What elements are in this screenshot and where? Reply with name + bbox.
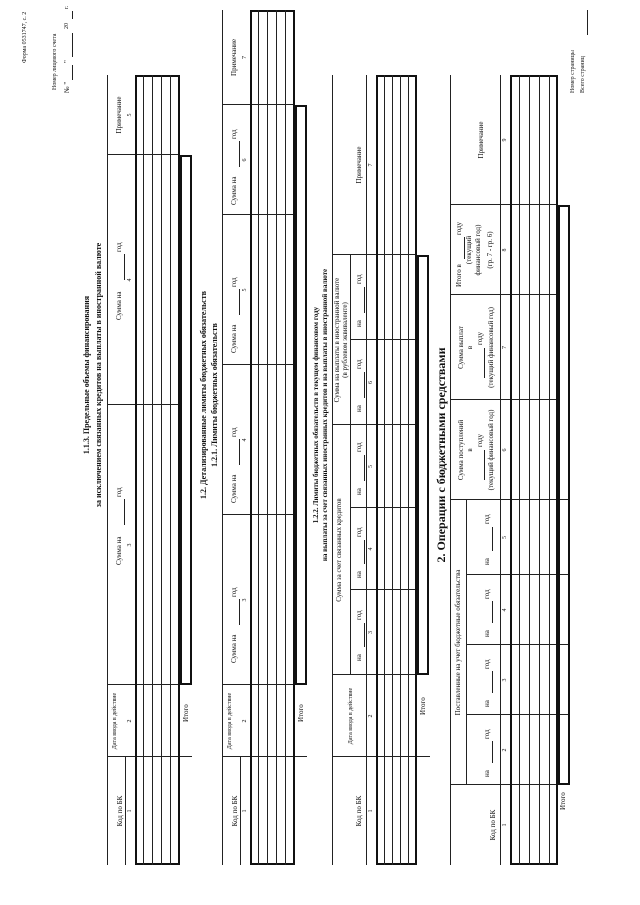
s113-colnum: 4 <box>127 278 133 282</box>
s2-total-formula: (гр. 7 - гр. 6) <box>486 231 494 269</box>
s113-note-header: Примечание <box>115 96 123 134</box>
account-label: Номер лицевого счета <box>52 33 58 90</box>
s122-colnum: 5 <box>368 465 374 468</box>
s12-colnum: 1 <box>242 809 248 813</box>
s113-sum4-label: Сумма на <box>115 291 123 320</box>
s113-colnum: 3 <box>127 543 133 547</box>
s2-income-in: в <box>466 448 474 452</box>
s113-god4: год <box>115 242 123 252</box>
s12-year4-blank[interactable] <box>239 439 240 465</box>
year-suffix: г. <box>64 5 70 9</box>
s12-total-box[interactable] <box>295 105 307 685</box>
s122-total-label: Итого <box>419 697 427 715</box>
s12-colnum: 5 <box>242 288 248 292</box>
s122-year4-blank[interactable] <box>364 540 365 564</box>
s113-header-top <box>107 75 108 865</box>
table-row <box>408 75 409 865</box>
table-row <box>170 75 171 865</box>
s2-pay-period: (текущий финансовый год) <box>487 307 495 388</box>
s12-sum4-label: Сумма на <box>230 474 238 503</box>
table-row <box>539 75 540 865</box>
s12-year3-blank[interactable] <box>239 599 240 625</box>
s12-colnum: 4 <box>242 438 248 442</box>
table-row <box>276 10 277 865</box>
s12-title: 1.2. Детализированные лимиты бюджетных обязательств <box>199 291 208 499</box>
s113-total-box[interactable] <box>180 155 192 685</box>
s122-colnum: 2 <box>368 714 374 718</box>
s113-colnum: 5 <box>127 113 133 117</box>
s122-total-box[interactable] <box>417 255 429 675</box>
date-mid: " <box>63 60 71 63</box>
s12-colnum: 2 <box>242 719 248 723</box>
s12-note-header: Примечание <box>230 39 238 76</box>
s12-kbk-header: Код по БК <box>231 795 239 827</box>
s2-colnum: 6 <box>502 448 508 452</box>
s113-year3-blank[interactable] <box>124 499 125 525</box>
table-row <box>258 10 259 865</box>
s122-date-header: Дата ввода в действие <box>348 687 354 745</box>
s113-sum3-label: Сумма на <box>115 536 123 565</box>
s2-total-period: финансовый год) <box>474 224 482 276</box>
s122-na7: на <box>355 320 363 327</box>
s113-subtitle: за исключением связанных кредитов на выплаты в иностранной валюте <box>94 242 103 508</box>
s12-colnum: 7 <box>242 56 248 59</box>
s2-colnum-line <box>500 75 501 865</box>
s2-colnum: 4 <box>502 608 508 612</box>
table-row <box>549 75 550 865</box>
year-blank[interactable] <box>72 11 73 19</box>
s2-income-header: Сумма поступлений <box>457 419 465 481</box>
s12-year5-blank[interactable] <box>239 289 240 315</box>
s2-colnum: 9 <box>502 138 508 142</box>
s122-note-header: Примечание <box>355 146 363 184</box>
s2-pay-god: году <box>476 331 484 345</box>
s113-data-box[interactable] <box>135 75 180 865</box>
year-prefix: 20 <box>64 23 70 29</box>
s122-colnum: 1 <box>368 809 374 813</box>
s122-group2-note: (в рублевом эквиваленте) <box>341 302 349 378</box>
table-row <box>529 75 530 865</box>
s12-header-top <box>222 10 223 865</box>
s122-god5: год <box>355 442 363 452</box>
s2-income-year-blank[interactable] <box>484 450 485 480</box>
s122-god7: год <box>355 274 363 284</box>
day-blank[interactable] <box>72 65 73 80</box>
s122-header-top <box>332 75 333 865</box>
s2-title: 2. Операции с бюджетными средствами <box>434 347 448 563</box>
s2-total-header: Итого в <box>455 264 463 287</box>
s2-income-period: (текущий финансовый год) <box>487 409 495 491</box>
table-row <box>152 75 153 865</box>
s12-subtitle: 1.2.1. Лимиты бюджетных обязательств <box>210 323 219 467</box>
s12-sum6-label: Сумма на <box>230 176 238 205</box>
table-row <box>285 10 286 865</box>
s113-total-label: Итого <box>182 704 190 722</box>
s113-colnum: 2 <box>127 719 133 723</box>
s12-sum3-label: Сумма на <box>230 634 238 663</box>
s2-colnum: 1 <box>502 823 508 827</box>
s113-colnum-line <box>125 757 126 865</box>
s12-date-header: Дата ввода в действие <box>227 692 233 750</box>
s12-god5: год <box>230 277 238 287</box>
s122-colnum-line <box>366 75 367 865</box>
s12-colnum: 6 <box>242 158 248 162</box>
s2-god4: год <box>483 589 491 599</box>
s12-god3: год <box>230 587 238 597</box>
s122-data-box[interactable] <box>376 75 417 865</box>
s122-god6: год <box>355 359 363 369</box>
s122-group-line <box>350 255 351 675</box>
s113-title: 1.1.3. Предельные объемы финансирования <box>82 295 91 455</box>
table-row <box>267 10 268 865</box>
s113-god3: год <box>115 487 123 497</box>
s2-god5: год <box>483 514 491 524</box>
s122-na4: на <box>355 571 363 578</box>
s122-god3: год <box>355 610 363 620</box>
s2-na3: на <box>483 700 491 707</box>
s2-pay-header: Сумма выплат <box>457 326 465 369</box>
s2-na4: на <box>483 630 491 637</box>
s2-na5: на <box>483 558 491 565</box>
s122-year6-blank[interactable] <box>364 372 365 398</box>
s122-subtitle: на выплаты за счет связанных иностранных кредитов и на выплаты в иностранной валюте <box>321 268 329 562</box>
s2-total-label: Итого <box>559 792 567 810</box>
table-row <box>519 75 520 865</box>
s2-year3-blank[interactable] <box>492 671 493 693</box>
date-prefix: № " <box>63 81 71 93</box>
s12-sum5-label: Сумма на <box>230 324 238 353</box>
table-row <box>392 75 393 865</box>
s2-pay-year-blank[interactable] <box>484 348 485 378</box>
s122-kbk-header: Код по БК <box>355 795 363 827</box>
s2-income-god: году <box>476 433 484 447</box>
s122-god4: год <box>355 527 363 537</box>
s2-pay-in: в <box>466 345 474 350</box>
table-row <box>143 75 144 865</box>
s2-colnum: 7 <box>502 346 508 349</box>
s12-colnum: 3 <box>242 598 248 602</box>
s2-group-header: Поставленные на учет бюджетные обязательства <box>454 569 462 716</box>
s2-header-top <box>450 75 451 865</box>
s2-note-header: Примечание <box>477 121 485 159</box>
s122-title: 1.2.2. Лимиты бюджетных обязательств в текущем финансовом году <box>312 306 320 524</box>
s2-data-box[interactable] <box>510 75 558 865</box>
s122-year7-blank[interactable] <box>364 287 365 313</box>
s12-total-label: Итого <box>297 704 305 722</box>
s2-year2-blank[interactable] <box>492 741 493 763</box>
s12-colnum-line <box>240 757 241 865</box>
s122-na5: на <box>355 488 363 495</box>
s2-kbk-header: Код по БК <box>489 809 497 841</box>
s2-group-line <box>466 500 467 785</box>
s12-data-box[interactable] <box>250 10 295 865</box>
s113-kbk-header: Код по БК <box>116 795 124 827</box>
s12-god6: год <box>230 129 238 139</box>
s122-group1-header: Сумма за счет связанных кредитов <box>335 498 343 602</box>
s122-colnum: 7 <box>368 163 374 167</box>
s2-colnum: 5 <box>502 536 508 539</box>
s122-colnum: 3 <box>368 631 374 634</box>
total-pages-label: Всего страниц <box>580 56 586 93</box>
s2-total-god: году <box>455 221 463 235</box>
s2-year4-blank[interactable] <box>492 601 493 623</box>
form-code: Форма 0531747, с. 2 <box>22 11 28 63</box>
s122-group2-header: Сумма на выплаты в иностранной валюте <box>333 277 341 403</box>
s122-na3: на <box>355 654 363 661</box>
s2-year5-blank[interactable] <box>492 527 493 551</box>
s2-god3: год <box>483 659 491 669</box>
s2-na2: на <box>483 770 491 777</box>
s113-year4-blank[interactable] <box>124 254 125 280</box>
s2-colnum: 8 <box>502 248 508 252</box>
s113-colnum: 1 <box>127 809 133 813</box>
s122-year3-blank[interactable] <box>364 623 365 647</box>
s12-god4: год <box>230 427 238 437</box>
month-blank[interactable] <box>72 33 73 57</box>
s2-god2: год <box>483 729 491 739</box>
s122-year5-blank[interactable] <box>364 455 365 481</box>
s12-year6-blank[interactable] <box>239 141 240 167</box>
s122-colnum: 4 <box>368 547 374 551</box>
s122-na6: на <box>355 405 363 412</box>
s2-total-box[interactable] <box>558 205 570 785</box>
table-row <box>400 75 401 865</box>
total-pages-blank[interactable] <box>587 10 588 35</box>
s113-date-header: Дата ввода в действие <box>112 692 118 750</box>
table-row <box>161 75 162 865</box>
page-number-label: Номер страницы <box>570 50 576 93</box>
s122-colnum: 6 <box>368 381 374 384</box>
s2-total-current: (текущий <box>465 235 473 265</box>
table-row <box>384 75 385 865</box>
s2-colnum: 2 <box>502 748 508 752</box>
s2-colnum: 3 <box>502 678 508 682</box>
